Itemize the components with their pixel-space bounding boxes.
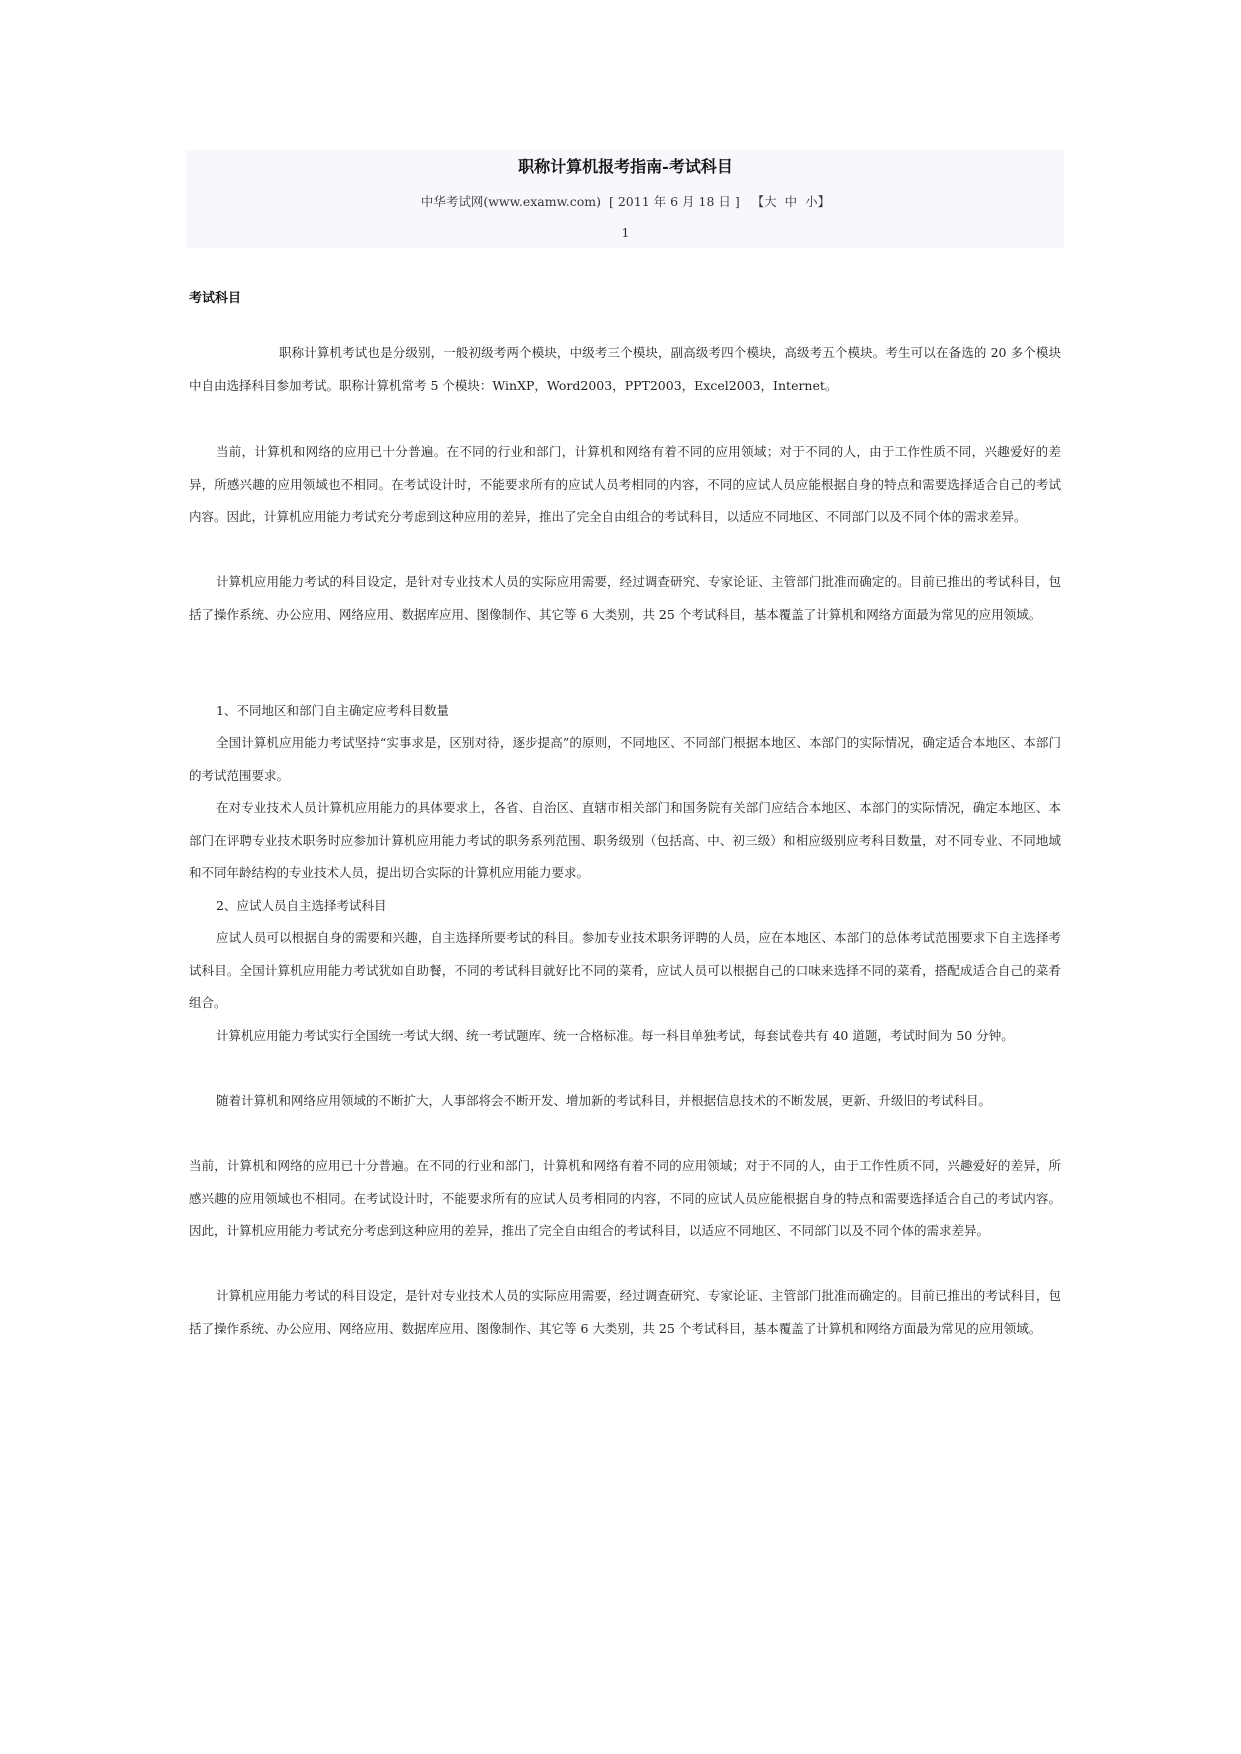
body-paragraph: 随着计算机和网络应用领域的不断扩大，人事部将会不断开发、增加新的考试科目，并根据信息技术的不断发展，更新、升级旧的考试科目。 [216, 1093, 992, 1108]
font-size-small-link[interactable]: 小 [805, 194, 818, 209]
font-size-medium-link[interactable]: 中 [784, 194, 798, 209]
body-paragraph: 当前，计算机和网络的应用已十分普遍。在不同的行业和部门，计算机和网络有着不同的应用领域；对于不同的人，由于工作性质不同，兴趣爱好的差异，所感兴趣的应用领域也不相同。在考试设计时，不能要求所有的应试人员考相同的内容，不同的应试人员应能根据自身的特点和需要选择适合自己的考试内容。因此，计算机应用能力考试充分考虑到这种应用的差异，推出了完全自由组合的考试科目，以适应不同地区、不同部门以及不同个体的需求差异。 [189, 444, 1061, 524]
body-paragraph: 应试人员可以根据自身的需要和兴趣，自主选择所要考试的科目。参加专业技术职务评聘的人员，应在本地区、本部门的总体考试范围要求下自主选择考试科目。全国计算机应用能力考试犹如自助餐，不同的考试科目就好比不同的菜肴，应试人员可以根据自己的口味来选择不同的菜肴，搭配成适合自己的菜肴组合。 [189, 930, 1061, 1010]
body-paragraph: 计算机应用能力考试的科目设定，是针对专业技术人员的实际应用需要，经过调查研究、专家论证、主管部门批准而确定的。目前已推出的考试科目，包括了操作系统、办公应用、网络应用、数据库应用、图像制作、其它等 6 大类别，共 25 个考试科目，基本覆盖了计算机和网络方面最为常见的应用领域。 [189, 1288, 1061, 1336]
body-paragraph: 在对专业技术人员计算机应用能力的具体要求上，各省、自治区、直辖市相关部门和国务院有关部门应结合本地区、本部门的实际情况，确定本地区、本部门在评聘专业技术职务时应参加计算机应用能力考试的职务系列范围、职务级别（包括高、中、初三级）和相应级别应考科目数量，对不同专业、不同地域和不同年龄结构的专业技术人员，提出切合实际的计算机应用能力要求。 [189, 800, 1061, 880]
intro-paragraph: 职称计算机考试也是分级别，一般初级考两个模块，中级考三个模块，副高级考四个模块，高级考五个模块。考生可以在备选的 20 多个模块中自由选择科目参加考试。职称计算机常考 5 个模块：WinXP，Word2003，PPT2003，Excel2003，Internet。 [189, 345, 1061, 393]
font-size-open-bracket: 【 [751, 194, 765, 209]
article-meta [0, 192, 1241, 210]
subheading: 1、不同地区和部门自主确定应考科目数量 [216, 703, 449, 718]
source-label: 中华考试网(www.examw.com) [420, 194, 602, 209]
body-paragraph: 全国计算机应用能力考试坚持“实事求是，区别对待，逐步提高”的原则，不同地区、不同部门根据本地区、本部门的实际情况，确定适合本地区、本部门的考试范围要求。 [189, 735, 1061, 783]
font-size-large-link[interactable]: 大 [764, 194, 777, 209]
article-title: 职称计算机报考指南-考试科目 [518, 157, 733, 176]
body-paragraph: 计算机应用能力考试的科目设定，是针对专业技术人员的实际应用需要，经过调查研究、专家论证、主管部门批准而确定的。目前已推出的考试科目，包括了操作系统、办公应用、网络应用、数据库应用、图像制作、其它等 6 大类别，共 25 个考试科目，基本覆盖了计算机和网络方面最为常见的应用领域。 [189, 574, 1061, 622]
body-paragraph: 计算机应用能力考试实行全国统一考试大纲、统一考试题库、统一合格标准。每一科目单独考试，每套试卷共有 40 道题，考试时间为 50 分钟。 [216, 1028, 1014, 1043]
section-heading: 考试科目 [189, 291, 242, 306]
publish-date: [ 2011 年 6 月 18 日 ] [608, 194, 740, 209]
page-number: 1 [621, 225, 630, 240]
body-paragraph: 当前，计算机和网络的应用已十分普遍。在不同的行业和部门，计算机和网络有着不同的应用领域；对于不同的人，由于工作性质不同，兴趣爱好的差异，所感兴趣的应用领域也不相同。在考试设计时，不能要求所有的应试人员考相同的内容，不同的应试人员应能根据自身的特点和需要选择适合自己的考试内容。因此，计算机应用能力考试充分考虑到这种应用的差异，推出了完全自由组合的考试科目，以适应不同地区、不同部门以及不同个体的需求差异。 [189, 1158, 1061, 1238]
font-size-close-bracket: 】 [817, 194, 831, 209]
subheading: 2、应试人员自主选择考试科目 [216, 898, 387, 913]
